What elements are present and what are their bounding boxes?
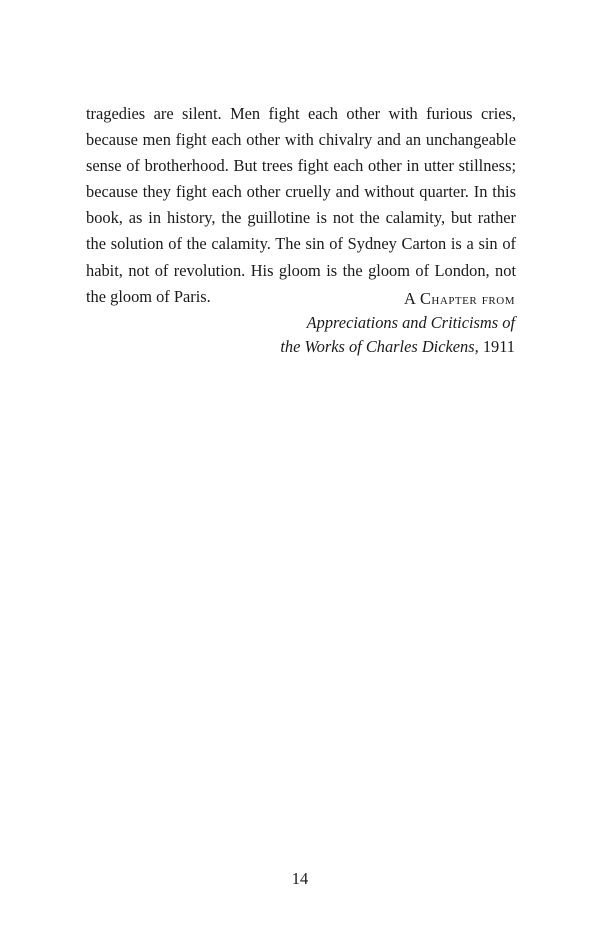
paragraph-line: the gloom of Paris. [86,286,211,306]
attribution-title-line-2 [115,335,515,359]
source-attribution [115,287,515,359]
attribution-title-italic: the Works of Charles Dickens, [280,337,479,356]
paragraph-line: because men fight each other with chivalry and an unchangeable [86,130,516,150]
paragraph-line: the solution of the calamity. The sin of Sydney Carton is a sin of [86,234,516,254]
body-paragraph [86,101,516,310]
page-number: 14 [291,869,309,888]
paragraph-line: habit, not of revolution. His gloom is the gloom of London, not [86,260,516,280]
paragraph-line: tragedies are silent. Men fight each other with furious cries, [86,104,516,123]
paragraph-line: because they fight each other cruelly and without quarter. In this [86,182,516,202]
attribution-heading: A Chapter from [403,289,515,308]
attribution-title-line-1: Appreciations and Criticisms of [306,313,515,332]
attribution-year: 1911 [478,337,515,356]
paragraph-line: sense of brotherhood. But trees fight each other in utter stillness; [86,156,516,176]
paragraph-line: book, as in history, the guillotine is not the calamity, but rather [86,208,516,228]
